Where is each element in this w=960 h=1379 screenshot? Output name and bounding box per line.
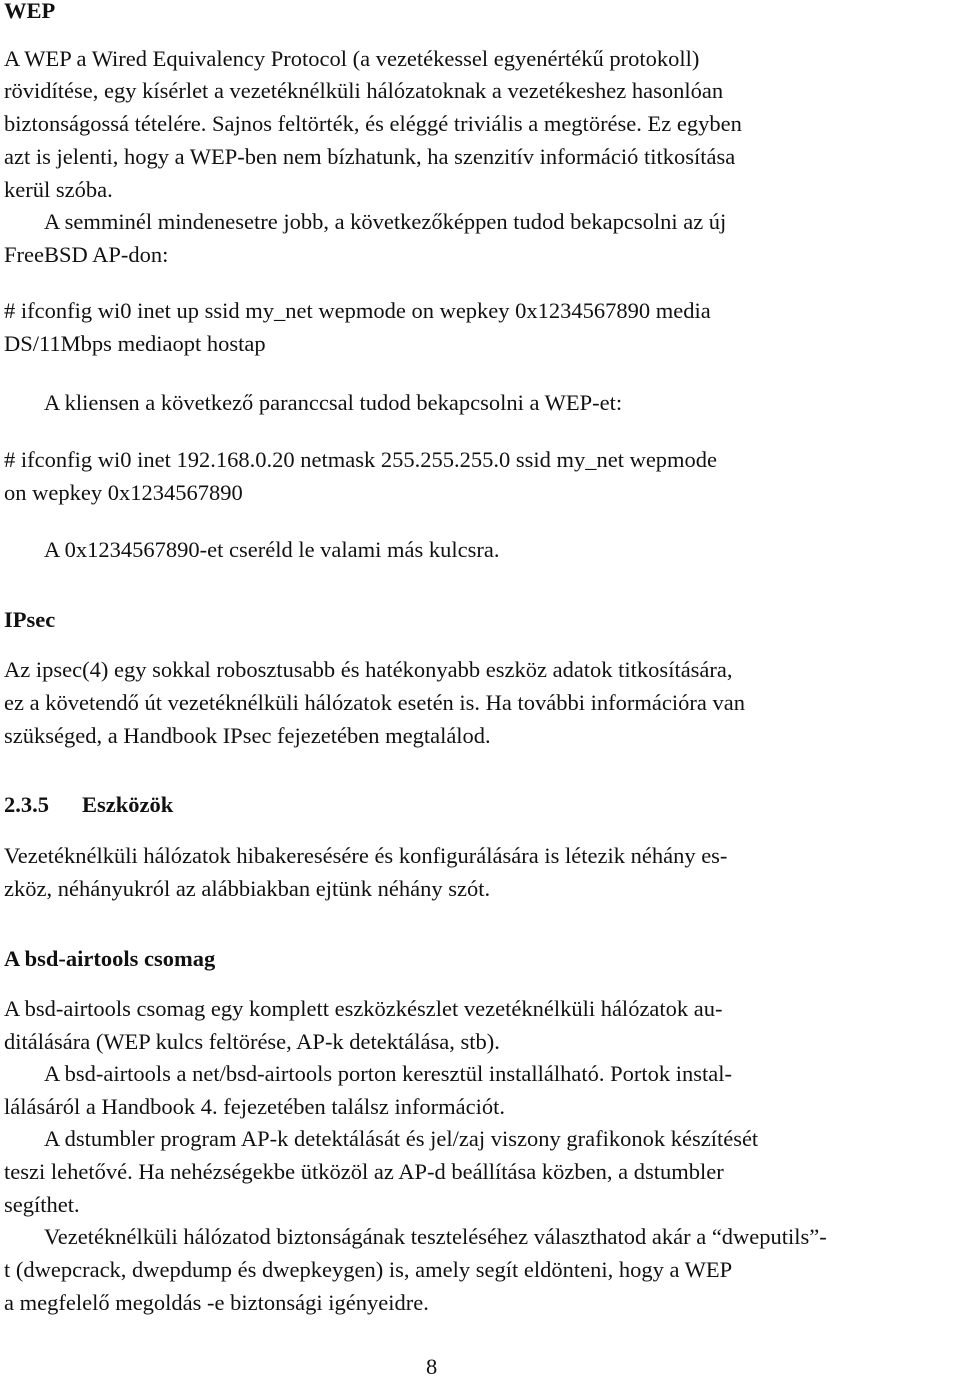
ipsec-heading: IPsec	[4, 607, 56, 632]
ipsec-para-line: Az ipsec(4) egy sokkal robosztusabb és hatékonyabb eszköz adatok titkosítására,	[4, 657, 733, 682]
airtools-para3-line: teszi lehetővé. Ha nehézségekbe ütközöl az AP-d beállítása közben, a dstumbler	[4, 1159, 724, 1184]
airtools-para2-line: lálásáról a Handbook 4. fejezetében találsz információt.	[4, 1094, 506, 1119]
tools-para-line: zköz, néhányukról az alábbiakban ejtünk néhány szót.	[4, 876, 491, 901]
airtools-para2-line: A bsd-airtools a net/bsd-airtools porton keresztül installálható. Portok instal-	[44, 1061, 733, 1086]
wep-para2-line: A semminél mindenesetre jobb, a következőképpen tudod bekapcsolni az új	[44, 209, 727, 234]
section-title: Eszközök	[82, 792, 174, 817]
wep-heading: WEP	[4, 0, 56, 23]
client-command-line: on wepkey 0x1234567890	[4, 480, 243, 505]
replace-key-text: A 0x1234567890-et cseréld le valami más kulcsra.	[44, 537, 500, 562]
client-command-line: # ifconfig wi0 inet 192.168.0.20 netmask 255.255.255.0 ssid my_net wepmode	[4, 447, 718, 472]
airtools-para4-line: t (dwepcrack, dwepdump és dwepkeygen) is, amely segít eldönteni, hogy a WEP	[4, 1257, 733, 1282]
airtools-para3-line: segíthet.	[4, 1192, 80, 1217]
wep-para1-line: biztonságossá tételére. Sajnos feltörték, és eléggé triviális a megtörése. Ez egyben	[4, 111, 742, 136]
section-number: 2.3.5	[4, 792, 49, 817]
airtools-heading: A bsd-airtools csomag	[4, 946, 216, 971]
wep-para1-line: azt is jelenti, hogy a WEP-ben nem bízhatunk, ha szenzitív információ titkosítása	[4, 144, 736, 169]
ipsec-para-line: ez a követendő út vezetéknélküli hálózatok esetén is. Ha további információra van	[4, 690, 745, 715]
airtools-para4-line: Vezetéknélküli hálózatod biztonságának teszteléséhez választhatod akár a “dweputils”-	[44, 1224, 827, 1249]
ipsec-para-line: szükséged, a Handbook IPsec fejezetében megtalálod.	[4, 723, 491, 748]
ap-command-line: # ifconfig wi0 inet up ssid my_net wepmode on wepkey 0x1234567890 media	[4, 298, 711, 323]
airtools-para1-line: A bsd-airtools csomag egy komplett eszközkészlet vezetéknélküli hálózatok au-	[4, 996, 723, 1021]
tools-section-heading	[4, 794, 173, 817]
wep-para1-line: kerül szóba.	[4, 177, 113, 202]
ap-command-line: DS/11Mbps mediaopt hostap	[4, 331, 266, 356]
wep-para1-line: A WEP a Wired Equivalency Protocol (a vezetékessel egyenértékű protokoll)	[4, 46, 700, 71]
airtools-para1-line: ditálására (WEP kulcs feltörése, AP-k detektálása, stb).	[4, 1029, 500, 1054]
wep-para1-line: rövidítése, egy kísérlet a vezetéknélküli hálózatoknak a vezetékeshez hasonlóan	[4, 78, 724, 103]
airtools-para4-line: a megfelelő megoldás -e biztonsági igényeidre.	[4, 1290, 429, 1315]
client-text: A kliensen a következő paranccsal tudod bekapcsolni a WEP-et:	[44, 390, 623, 415]
wep-para2-line: FreeBSD AP-don:	[4, 242, 169, 267]
tools-para-line: Vezetéknélküli hálózatok hibakeresésére és konfigurálására is létezik néhány es-	[4, 843, 728, 868]
page-number: 8	[426, 1354, 438, 1379]
airtools-para3-line: A dstumbler program AP-k detektálását és jel/zaj viszony grafikonok készítését	[44, 1126, 759, 1151]
